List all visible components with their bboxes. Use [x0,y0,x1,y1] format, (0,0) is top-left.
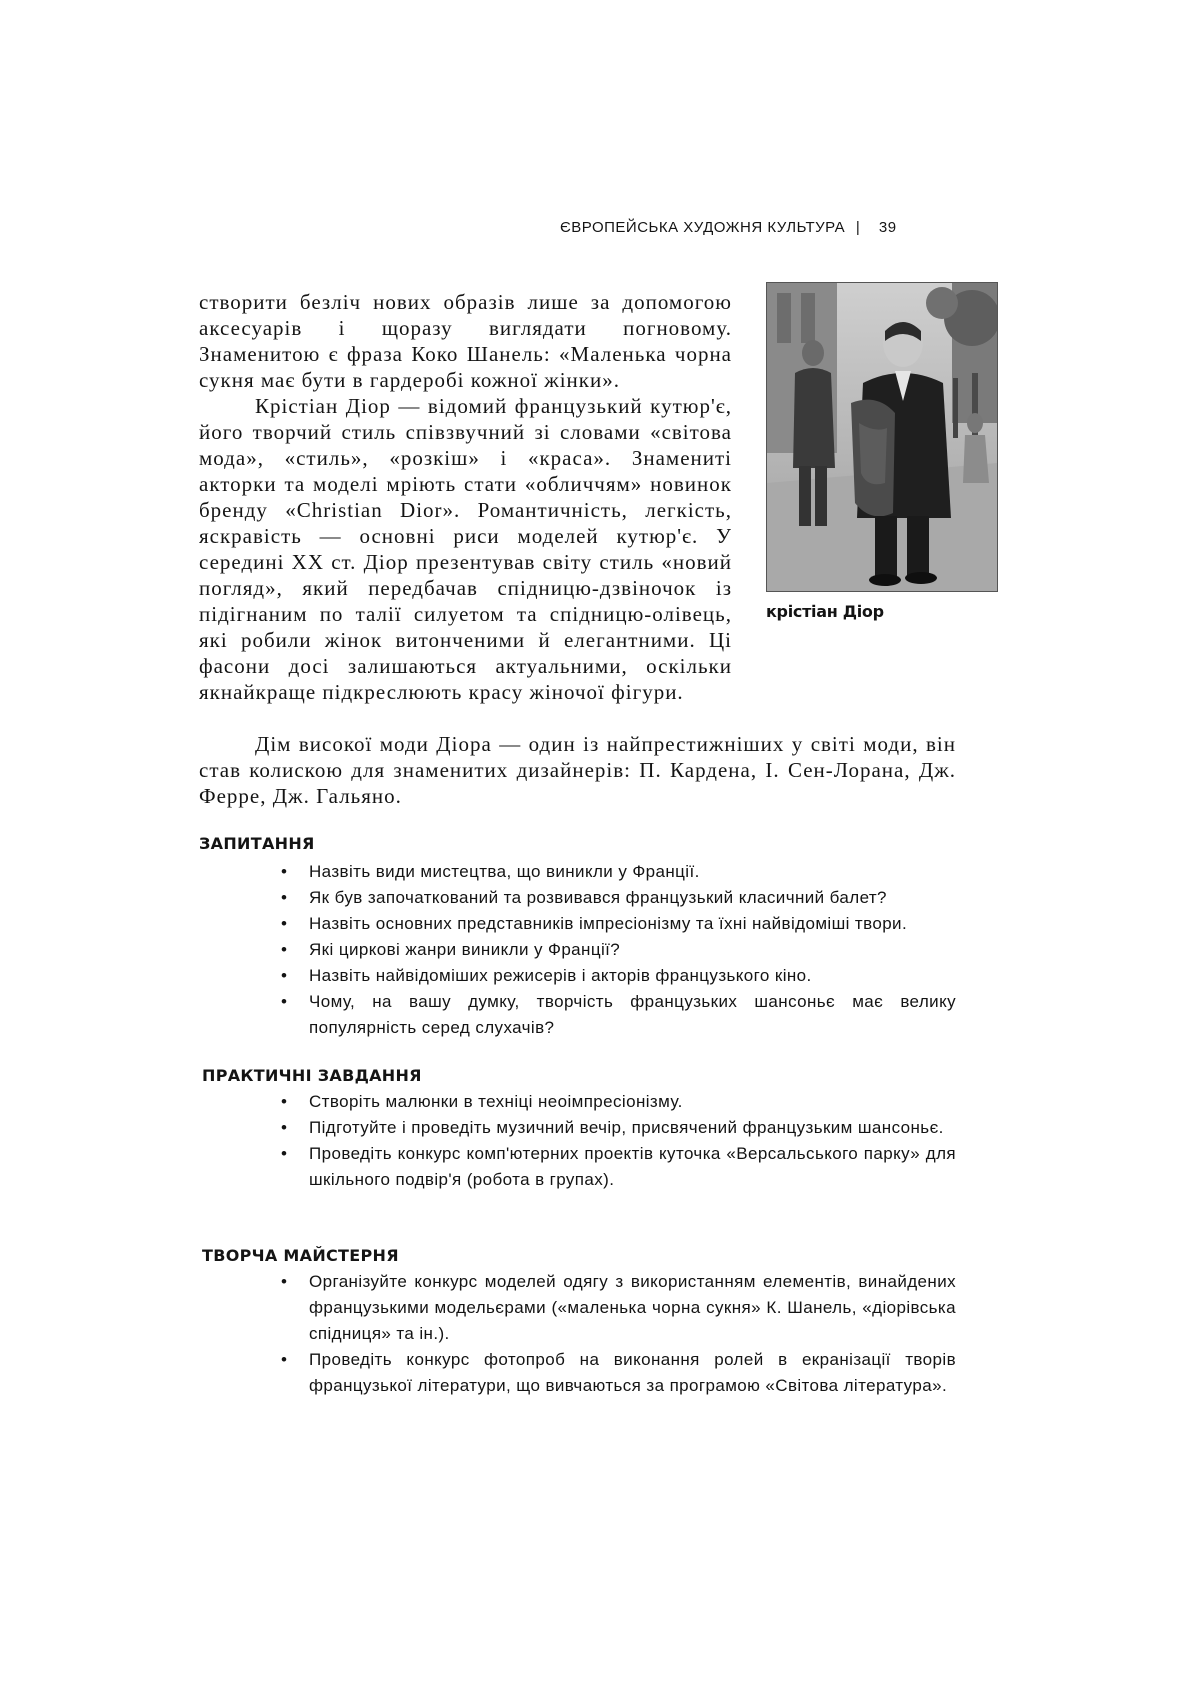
list-item-text: Проведіть конкурс фотопроб на виконання ролей в екранізації творів французької літератури, що вивчаються за програмою «Світова література». [309,1350,956,1395]
creative-workshop-list [276,1269,956,1399]
list-item-text: Чому, на вашу думку, творчість французьких шансоньє має велику популярність серед слухачів? [309,992,956,1037]
list-item-text: Назвіть основних представників імпресіонізму та їхні найвідоміші твори. [309,914,908,933]
bullet-icon: • [281,1350,288,1369]
paragraph-intro: створити безліч нових образів лише за допомогою аксесуарів і щоразу виглядати погновому. Знаменитою є фраза Коко Шанель: «Маленька чорна сукня має бути в гардеробі кожної жінки». [199,290,732,392]
bullet-icon: • [281,862,288,881]
list-item-text: Назвіть види мистецтва, що виникли у Франції. [309,862,700,881]
running-head-title: ЄВРОПЕЙСЬКА ХУДОЖНЯ КУЛЬТУРА [560,219,846,236]
bullet-icon: • [281,940,288,959]
bullet-icon: • [281,914,288,933]
list-item [276,937,956,963]
page-number: 39 [878,219,897,236]
list-item [276,1089,956,1115]
list-item [276,1347,956,1399]
list-item-text: Як був започаткований та розвивався французький класичний балет? [309,888,887,907]
list-item-text: Які циркові жанри виникли у Франції? [309,940,621,959]
list-item-text: Створіть малюнки в техніці неоімпресіонізму. [309,1092,683,1111]
bullet-icon: • [281,1118,288,1137]
list-item [276,859,956,885]
list-item [276,989,956,1041]
list-item [276,1141,956,1193]
bullet-icon: • [281,992,288,1011]
list-item [276,885,956,911]
list-item-text: Організуйте конкурс моделей одягу з використанням елементів, винайдених французькими модельєрами («маленька чорна сукня» К. Шанель, «діорівська спідниця» та ін.). [309,1272,956,1343]
list-item [276,1115,956,1141]
dior-photo [766,282,998,592]
list-item [276,911,956,937]
bullet-icon: • [281,1092,288,1111]
bullet-icon: • [281,1144,288,1163]
running-head [560,219,960,236]
questions-heading: ЗАПИТАННЯ [199,834,315,853]
creative-workshop-heading: ТВОРЧА МАЙСТЕРНЯ [202,1246,399,1265]
list-item-text: Назвіть найвідоміших режисерів і акторів французького кіно. [309,966,812,985]
running-head-separator: | [855,219,861,236]
list-item-text: Підготуйте і проведіть музичний вечір, присвячений французьким шансоньє. [309,1118,944,1137]
practical-tasks-heading: ПРАКТИЧНІ ЗАВДАННЯ [202,1066,422,1085]
questions-list [276,859,956,1041]
paragraph-house-of-dior: Дім високої моди Діора — один із найпрестижніших у світі моди, він став колискою для знаменитих дизайнерів: П. Кардена, І. Сен-Лорана, Дж. Ферре, Дж. Гальяно. [199,732,956,808]
bullet-icon: • [281,1272,288,1291]
bullet-icon: • [281,888,288,907]
list-item [276,1269,956,1347]
photo-caption: крістіан Діор [766,602,884,621]
list-item [276,963,956,989]
paragraph-dior: Крістіан Діор — відомий французький кутюр'є, його творчий стиль співзвучний зі словами «світова мода», «стиль», «розкіш» і «краса». Знамениті акторки та моделі мріють стати «обличчям» новинок бренду «Christian Dior». Романтичність, легкість, яскравість — основні риси моделей кутюр'є. У середині XX ст. Діор презентував світу стиль «новий погляд», який передбачав спідницю-дзвіночок із підігнаним по талії силуетом та спідницю-олівець, які робили жінок витонченими й елегантними. Ці фасони досі залишаються актуальними, оскільки якнайкраще підкреслюють красу жіночої фігури. [199,394,732,704]
bullet-icon: • [281,966,288,985]
dior-photo-image [767,283,997,591]
list-item-text: Проведіть конкурс комп'ютерних проектів куточка «Версальського парку» для шкільного подвір'я (робота в групах). [309,1144,956,1189]
practical-tasks-list [276,1089,956,1193]
